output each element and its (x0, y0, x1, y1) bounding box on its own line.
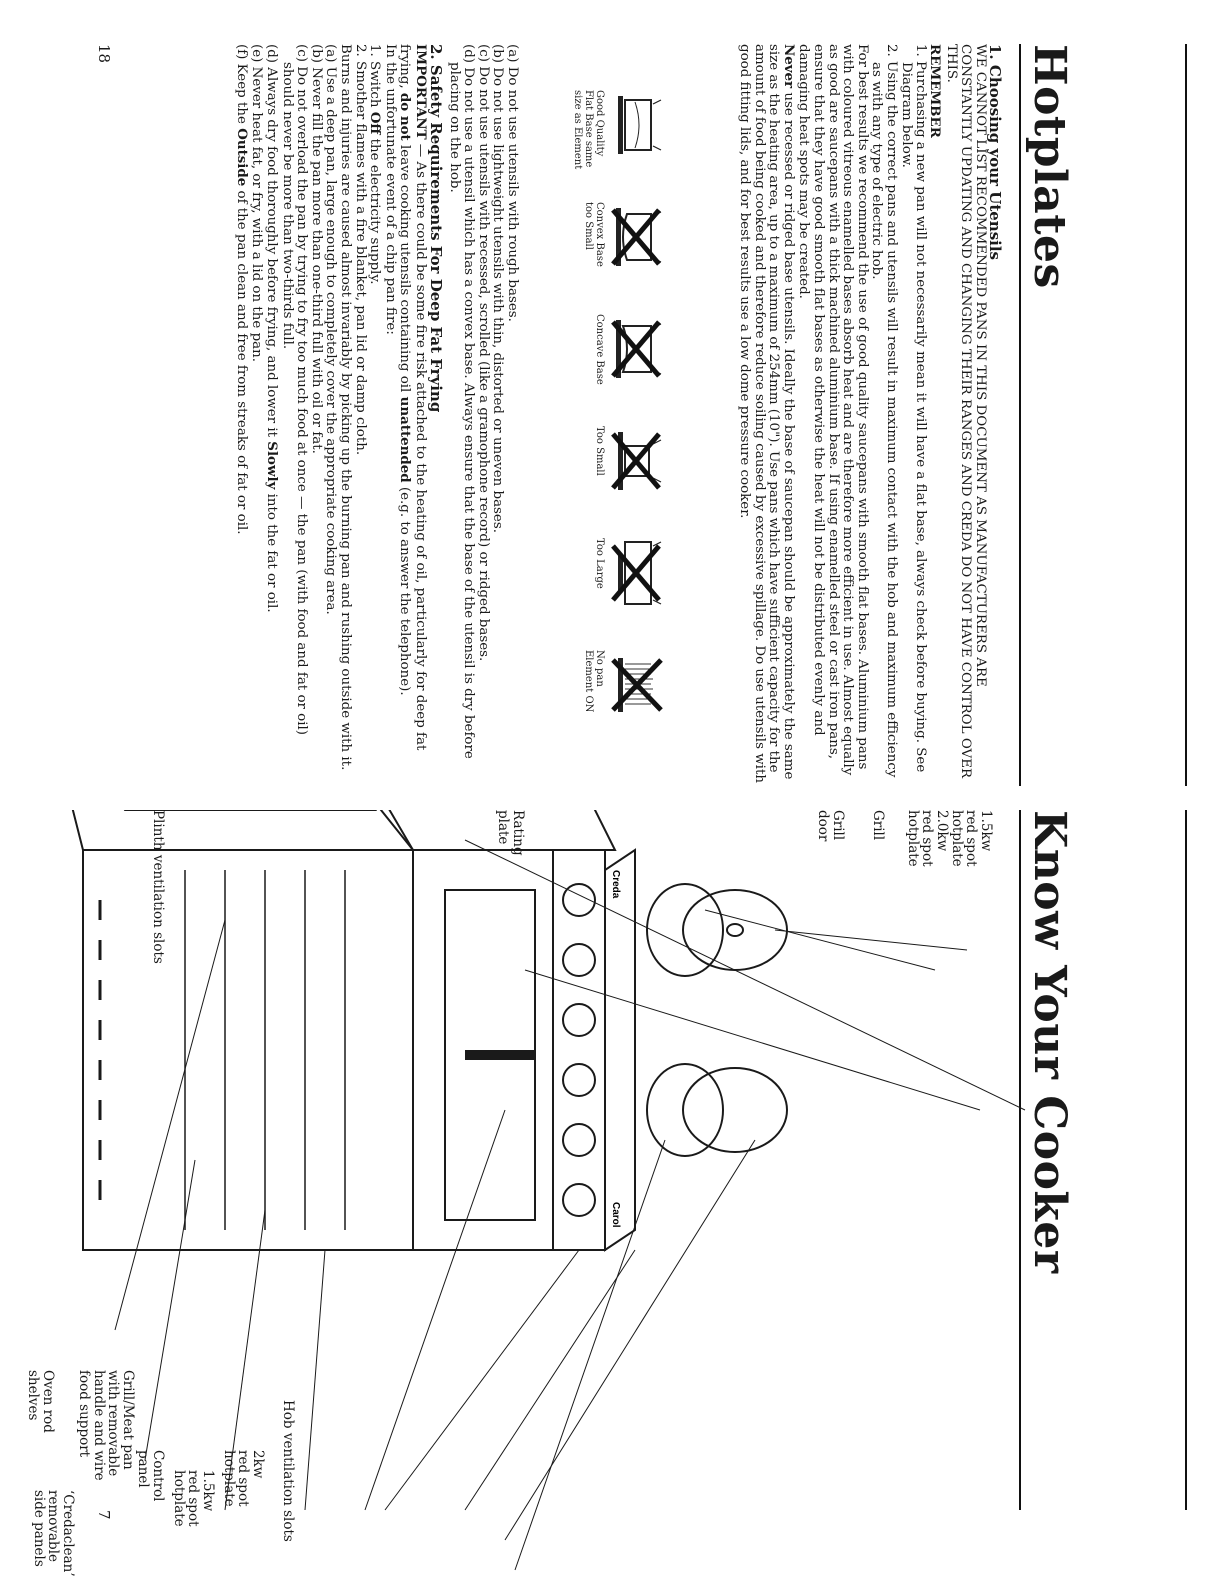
callout-control-panel: Control panel (135, 1450, 166, 1502)
callout-rating-plate: Rating plate (495, 810, 526, 856)
safety-item: (a) Use a deep pan, large enough to completely cover the appropriate cooking area. (323, 44, 339, 615)
safety-item-d (264, 44, 280, 784)
callout-2-0kw-left: 2.0kw red spot hotplate (905, 810, 950, 867)
concave-pan-crossed-icon (609, 314, 665, 384)
title-rule (1019, 44, 1021, 786)
safety-item-f (233, 44, 249, 784)
small-pan-crossed-icon (609, 426, 665, 496)
brand-mark-creda: Creda (610, 870, 621, 899)
callout-side-panels: ‘Credaclean’ removable side panels (31, 1490, 76, 1577)
never-text: use recessed or ridged base utensils. Ideally the base of saucepan should be approximately the same size as the heating area, up to a maximum of 254mm (10"). Use pans which have sufficient capacity for the amount of food being cooked and therefore reduce soiling caused by excessive spillage. Do use utensils with good fitting lids, and for best results use a low dome pressure cooker. (737, 44, 796, 783)
hotplate-centre (727, 924, 743, 936)
important-unattended: unattended (397, 396, 414, 483)
large-pan-crossed-icon (609, 538, 665, 608)
do-not-item: (c) Do not use utensils with recessed, scrolled (like a gramophone record) or ridged bases. (475, 44, 491, 662)
safety-f-text-b: of the pan clean and free from streaks of fat or oil. (233, 186, 249, 535)
cooker-illustration (0, 810, 1225, 1585)
oven-body (83, 850, 413, 1250)
pan-diagram-too-small (594, 426, 665, 506)
left-page-hotplates (0, 0, 1225, 783)
no-pan-crossed-icon (609, 650, 665, 720)
callout-1-5kw-right: 1.5kw red spot hotplate (171, 1470, 216, 1527)
burns-paragraph: Burns and injuries are caused almost invariably by picking up the burning pan and rushing outside with it. (338, 44, 354, 771)
pan-label: Too Large (594, 538, 605, 589)
chip-fire-intro: In the unfortunate event of a chip pan fire: (382, 44, 398, 335)
safety-d-text-a: (d) Always dry food thoroughly before frying, and lower it (264, 44, 280, 442)
chip-fire-1b: the electricity supply. (367, 134, 383, 285)
control-knob (563, 944, 595, 976)
pan-label: Concave Base (594, 314, 605, 385)
safety-item: (b) Never fill the pan more than one-third full with oil or fat. (308, 44, 324, 454)
important-paragraph (397, 44, 428, 784)
never-paragraph (737, 44, 796, 784)
callout-grill-door: Grill door (815, 810, 846, 842)
callout-2kw-right: 2kw red spot hotplate (221, 1450, 266, 1507)
pan-label: Convex Base too Small (583, 202, 605, 267)
caps-notice: WE CANNOT LIST RECOMMENDED PANS IN THIS DOCUMENT AS MANUFACTURERS ARE CONSTANTLY UPDATING AND CHANGING THEIR RANGES AND CREDA DO NOT HAVE CONTROL OVER THIS. (943, 44, 988, 779)
right-page-know-your-cooker (0, 810, 1225, 1585)
safety-d-text-b: into the fat or oil. (264, 489, 280, 613)
important-do-not: do not (397, 92, 414, 141)
section-heading-utensils: 1. Choosing your Utensils (986, 44, 1004, 260)
hotplates-text-block-2 (233, 44, 519, 784)
important-lead: IMPORTANT (413, 44, 430, 140)
do-not-item: (b) Do not use lightweight utensils with thin, distorted or uneven bases. (490, 44, 506, 533)
section-heading-safety: 2. Safety Requirements For Deep Fat Frying (427, 44, 446, 413)
control-panel (553, 850, 605, 1250)
never-lead: Never (780, 44, 797, 89)
pan-diagram-convex (583, 202, 665, 282)
safety-f-text-a: (f) Keep the (233, 44, 249, 129)
best-results-paragraph: For best results we recommend the use of good quality saucepans with smooth flat bases. Aluminium pans with coloured vitreous enamelled bases absorb heat and are therefore more efficient in use. Almost equally as good are saucepans with a thick machined aluminium base. If using enamelled steel or cast iron pans, ensure that they have good smooth flat bases as otherwise the heat will not be distributed evenly and damaging heat spots may be created. (796, 44, 870, 776)
control-knob (563, 1124, 595, 1156)
do-not-item: (d) Do not use a utensil which has a convex base. Always ensure that the base of the utensil is dry before placing on the hob. (446, 44, 477, 759)
important-text-b: leave cooking utensils containing oil (397, 140, 413, 397)
hotplate-rear-left (683, 890, 787, 970)
oven-door (45, 810, 413, 850)
pan-diagram-good (572, 90, 665, 170)
do-not-item: (a) Do not use utensils with rough bases. (505, 44, 520, 322)
chip-fire-step-1 (367, 44, 383, 784)
good-pan-icon (609, 90, 665, 160)
callout-grill: Grill (870, 810, 886, 841)
brand-mark-carol: Carol (610, 1202, 621, 1228)
remember-heading: REMEMBER (927, 44, 944, 138)
pan-diagram-no-pan (583, 650, 665, 730)
remember-item: 2. Using the correct pans and utensils will result in maximum contact with the hob and maximum efficiency as with any type of electric hob. (869, 44, 900, 778)
page-number-left: 18 (95, 44, 113, 64)
chip-fire-off: Off (367, 111, 384, 135)
pan-label: Too Small (594, 426, 605, 476)
chip-fire-step-2: 2. Smother flames with a fire blanket, pan lid or damp cloth. (352, 44, 368, 456)
important-text-a: — As there could be some fire risk attached to the heating of oil, particularly for deep fat frying, (397, 44, 429, 751)
callout-grill-meat-pan: Grill/Meat pan with removable handle and wire food support (76, 1370, 136, 1481)
control-knob (563, 1064, 595, 1096)
convex-pan-crossed-icon (609, 202, 665, 272)
control-knob (563, 1004, 595, 1036)
pan-diagram-too-large (594, 538, 665, 618)
page-number-right: 7 (95, 1510, 113, 1520)
chip-fire-1a: 1. Switch (367, 44, 383, 112)
hotplate-front-left (647, 884, 723, 976)
safety-item: (c) Do not overload the pan by trying to fry too much food at once — the pan (with food and fat or oil) should never be more than two-thirds full. (279, 44, 310, 736)
callout-hob-vents: Hob ventilation slots (280, 1400, 296, 1542)
important-text-c: (e.g. to answer the telephone). (397, 482, 413, 696)
safety-d-slowly: Slowly (264, 441, 281, 490)
pan-label: No pan Element ON (583, 650, 605, 713)
callout-oven-shelves: Oven rod shelves (25, 1370, 56, 1433)
control-knob (563, 1184, 595, 1216)
hotplate-rear-right (683, 1068, 787, 1152)
safety-item: (e) Never heat fat, or fry, with a lid on the pan. (249, 44, 265, 363)
page-title: Hotplates (1024, 44, 1075, 289)
hotplates-text-block-1 (737, 44, 1004, 784)
hotplate-front-right (647, 1064, 723, 1156)
top-rule (1185, 44, 1187, 786)
callout-plinth-vents: Plinth ventilation slots (150, 810, 166, 964)
grill-door (365, 810, 615, 850)
page-title: Know Your Cooker (1024, 810, 1075, 1274)
pan-diagram-concave (594, 314, 665, 394)
pan-diagram-row (555, 90, 665, 730)
callout-1-5kw-left: 1.5kw red spot hotplate (949, 810, 994, 867)
safety-f-outside: Outside (233, 128, 250, 187)
pan-label: Good Quality Flat Base same size as Element (572, 90, 605, 170)
remember-item: 1. Purchasing a new pan will not necessarily mean it will have a flat base, always check before buying. See Diagram below. (898, 44, 929, 773)
